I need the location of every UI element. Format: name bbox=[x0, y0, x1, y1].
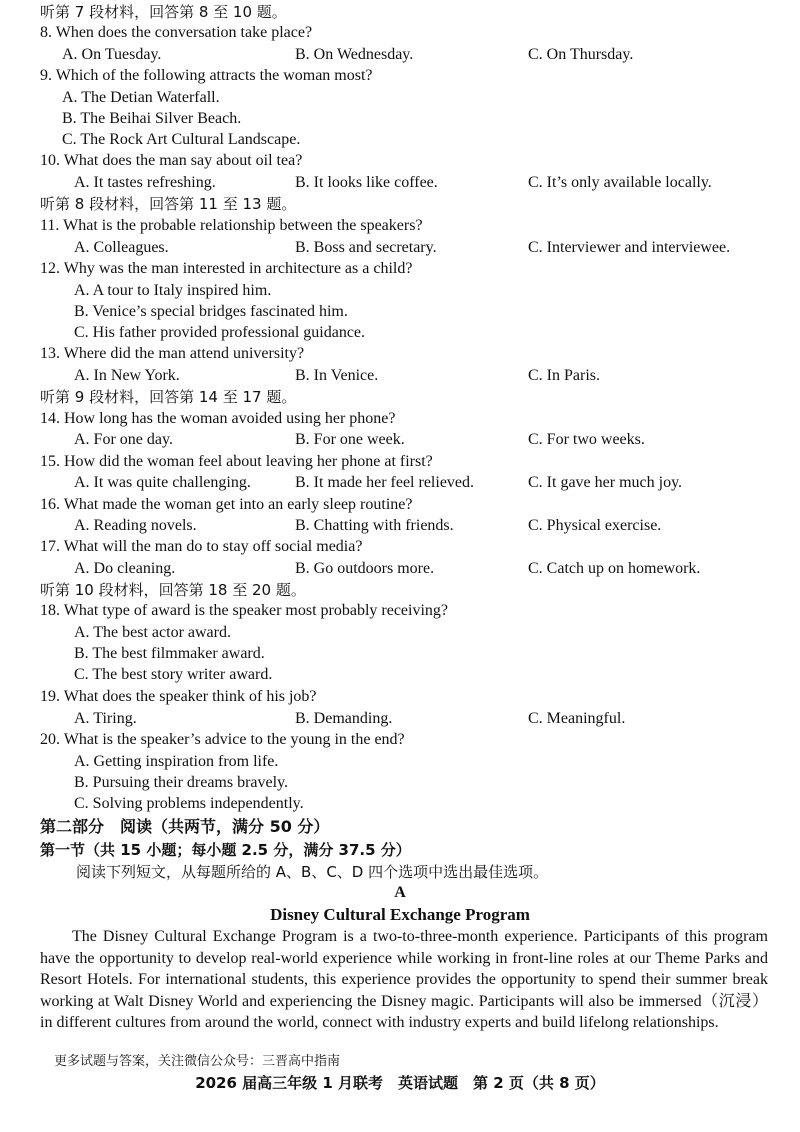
question-20-option-c: C. Solving problems independently. bbox=[74, 795, 304, 812]
question-19-option-a: A. Tiring. bbox=[74, 710, 137, 727]
question-18-stem: 18. What type of award is the speaker most probably receiving? bbox=[40, 602, 449, 619]
question-18-option-c: C. The best story writer award. bbox=[74, 666, 273, 683]
question-8-stem: 8. When does the conversation take place? bbox=[40, 24, 313, 41]
passage-paragraph: The Disney Cultural Exchange Program is a two-to-three-month experience. Participants of this program have the opportunity to develop real-world experience while working in front-line roles at our Theme Parks and Resort Hotels. For international students, this experience provides the opportunity to spend their summer break working at Walt Disney World and experiencing the Disney magic. Participants will also be immersed（沉浸）in different cultures from around the world, connect with industry experts and build lifelong relationships. bbox=[40, 928, 768, 1031]
question-18-option-a: A. The best actor award. bbox=[74, 624, 231, 641]
passage-label: A bbox=[394, 884, 406, 901]
question-10-option-a: A. It tastes refreshing. bbox=[74, 174, 216, 191]
question-15-option-c: C. It gave her much joy. bbox=[528, 474, 683, 491]
question-11-option-b: B. Boss and secretary. bbox=[295, 239, 437, 256]
question-16-option-a: A. Reading novels. bbox=[74, 517, 197, 534]
question-8-option-a: A. On Tuesday. bbox=[62, 46, 162, 63]
question-8-option-c: C. On Thursday. bbox=[528, 46, 634, 63]
question-14-option-a: A. For one day. bbox=[74, 431, 173, 448]
reading-instruction: 阅读下列短文，从每题所给的 A、B、C、D 四个选项中选出最佳选项。 bbox=[76, 863, 549, 881]
question-19-stem: 19. What does the speaker think of his job? bbox=[40, 688, 317, 705]
question-10-stem: 10. What does the man say about oil tea? bbox=[40, 152, 303, 169]
question-16-stem: 16. What made the woman get into an early sleep routine? bbox=[40, 496, 413, 513]
question-11-option-c: C. Interviewer and interviewee. bbox=[528, 239, 731, 256]
question-16-option-c: C. Physical exercise. bbox=[528, 517, 662, 534]
question-15-stem: 15. How did the woman feel about leaving her phone at first? bbox=[40, 453, 433, 470]
section-heading-7: 听第 7 段材料，回答第 8 至 10 题。 bbox=[40, 3, 287, 21]
question-14-option-c: C. For two weeks. bbox=[528, 431, 645, 448]
question-20-option-b: B. Pursuing their dreams bravely. bbox=[74, 774, 289, 791]
question-9-option-a: A. The Detian Waterfall. bbox=[62, 89, 220, 106]
question-14-option-b: B. For one week. bbox=[295, 431, 405, 448]
section-one-title: 第一节（共 15 小题；每小题 2.5 分，满分 37.5 分） bbox=[40, 841, 411, 859]
question-11-option-a: A. Colleagues. bbox=[74, 239, 169, 256]
question-9-stem: 9. Which of the following attracts the woman most? bbox=[40, 67, 373, 84]
question-19-option-b: B. Demanding. bbox=[295, 710, 393, 727]
question-13-stem: 13. Where did the man attend university? bbox=[40, 345, 305, 362]
part-two-title: 第二部分 阅读（共两节，满分 50 分） bbox=[40, 817, 330, 836]
question-13-option-b: B. In Venice. bbox=[295, 367, 379, 384]
question-12-option-a: A. A tour to Italy inspired him. bbox=[74, 282, 272, 299]
question-9-option-c: C. The Rock Art Cultural Landscape. bbox=[62, 131, 301, 148]
question-12-option-b: B. Venice’s special bridges fascinated him. bbox=[74, 303, 348, 320]
section-heading-10: 听第 10 段材料，回答第 18 至 20 题。 bbox=[40, 581, 306, 599]
section-heading-8: 听第 8 段材料，回答第 11 至 13 题。 bbox=[40, 195, 297, 213]
question-8-option-b: B. On Wednesday. bbox=[295, 46, 414, 63]
question-10-option-c: C. It’s only available locally. bbox=[528, 174, 712, 191]
question-9-option-b: B. The Beihai Silver Beach. bbox=[62, 110, 242, 127]
question-20-stem: 20. What is the speaker’s advice to the young in the end? bbox=[40, 731, 405, 748]
question-13-option-c: C. In Paris. bbox=[528, 367, 600, 384]
question-14-stem: 14. How long has the woman avoided using her phone? bbox=[40, 410, 396, 427]
question-10-option-b: B. It looks like coffee. bbox=[295, 174, 438, 191]
section-heading-9: 听第 9 段材料，回答第 14 至 17 题。 bbox=[40, 388, 297, 406]
question-18-option-b: B. The best filmmaker award. bbox=[74, 645, 265, 662]
question-20-option-a: A. Getting inspiration from life. bbox=[74, 753, 279, 770]
passage-title: Disney Cultural Exchange Program bbox=[270, 905, 530, 924]
question-13-option-a: A. In New York. bbox=[74, 367, 180, 384]
question-19-option-c: C. Meaningful. bbox=[528, 710, 626, 727]
question-11-stem: 11. What is the probable relationship between the speakers? bbox=[40, 217, 423, 234]
question-12-option-c: C. His father provided professional guidance. bbox=[74, 324, 366, 341]
page-footer: 2026 届高三年级 1 月联考 英语试题 第 2 页（共 8 页） bbox=[195, 1074, 605, 1092]
question-17-option-a: A. Do cleaning. bbox=[74, 560, 176, 577]
question-16-option-b: B. Chatting with friends. bbox=[295, 517, 454, 534]
question-15-option-a: A. It was quite challenging. bbox=[74, 474, 251, 491]
question-17-option-c: C. Catch up on homework. bbox=[528, 560, 701, 577]
question-15-option-b: B. It made her feel relieved. bbox=[295, 474, 475, 491]
question-17-option-b: B. Go outdoors more. bbox=[295, 560, 435, 577]
footer-promo: 更多试题与答案，关注微信公众号：三晋高中指南 bbox=[54, 1054, 341, 1069]
question-17-stem: 17. What will the man do to stay off social media? bbox=[40, 538, 363, 555]
question-12-stem: 12. Why was the man interested in architecture as a child? bbox=[40, 260, 413, 277]
